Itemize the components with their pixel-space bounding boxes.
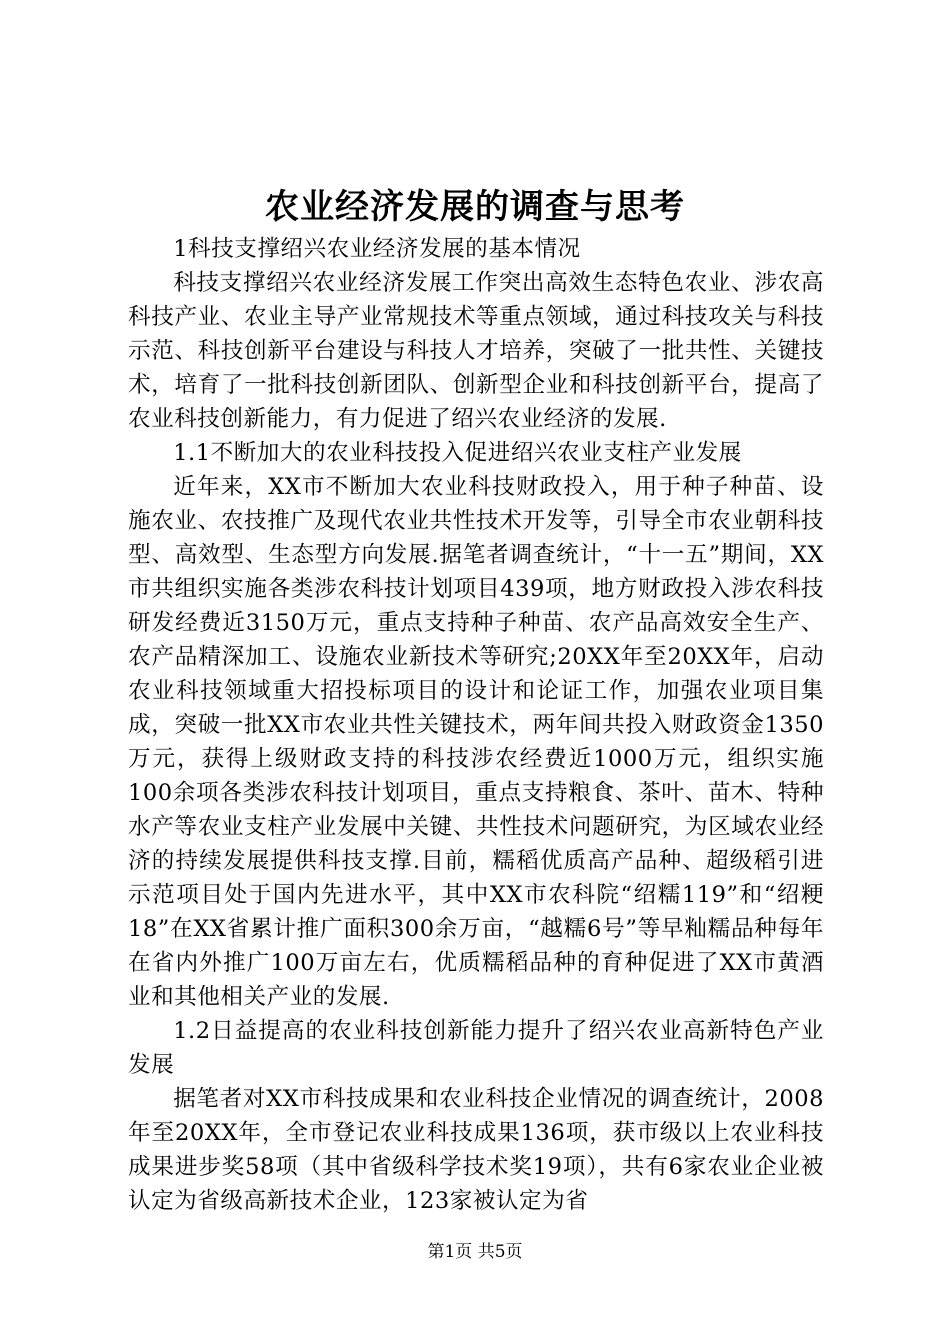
document-body (128, 232, 824, 1218)
paragraph: 据笔者对XX市科技成果和农业科技企业情况的调查统计，2008年至20XX年，全市登记农业科技成果136项，获市级以上农业科技成果进步奖58项（其中省级科学技术奖19项），共有6家农业企业被认定为省级高新技术企业，123家被认定为省 (128, 1086, 824, 1214)
paragraph: 近年来，XX市不断加大农业科技财政投入，用于种子种苗、设施农业、农技推广及现代农业共性技术开发等，引导全市农业朝科技型、高效型、生态型方向发展.据笔者调查统计，“十一五”期间，XX市共组织实施各类涉农科技计划项目439项，地方财政投入涉农科技研发经费近3150万元，重点支持种子种苗、农产品高效安全生产、农产品精深加工、设施农业新技术等研究;20XX年至20XX年，启动农业科技领域重大招投标项目的设计和论证工作，加强农业项目集成，突破一批XX市农业共性关键技术，两年间共投入财政资金1350万元，获得上级财政支持的科技涉农经费近1000万元，组织实施100余项各类涉农科技计划项目，重点支持粮食、茶叶、苗木、特种水产等农业支柱产业发展中关键、共性技术问题研究，为区域农业经济的持续发展提供科技支撑.目前，糯稻优质高产品种、超级稻引进示范项目处于国内先进水平，其中XX市农科院“绍糯119”和“绍粳18”在XX省累计推广面积300余万亩，“越糯6号”等早籼糯品种每年在省内外推广100万亩左右，优质糯稻品种的育种促进了XX市黄酒业和其他相关产业的发展. (128, 474, 824, 1010)
document-title: 农业经济发展的调查与思考 (265, 187, 685, 227)
paragraph: 科技支撑绍兴农业经济发展工作突出高效生态特色农业、涉农高科技产业、农业主导产业常规技术等重点领域，通过科技攻关与科技示范、科技创新平台建设与科技人才培养，突破了一批共性、关键技术，培育了一批科技创新团队、创新型企业和科技创新平台，提高了农业科技创新能力，有力促进了绍兴农业经济的发展. (128, 270, 824, 432)
page-indicator: 第1页 共5页 (427, 1242, 523, 1262)
section-heading-1: 1科技支撑绍兴农业经济发展的基本情况 (173, 236, 581, 262)
section-heading-1-1: 1.1不断加大的农业科技投入促进绍兴农业支柱产业发展 (173, 440, 742, 466)
section-heading-1-2: 1.2日益提高的农业科技创新能力提升了绍兴农业高新特色产业发展 (128, 1018, 824, 1078)
